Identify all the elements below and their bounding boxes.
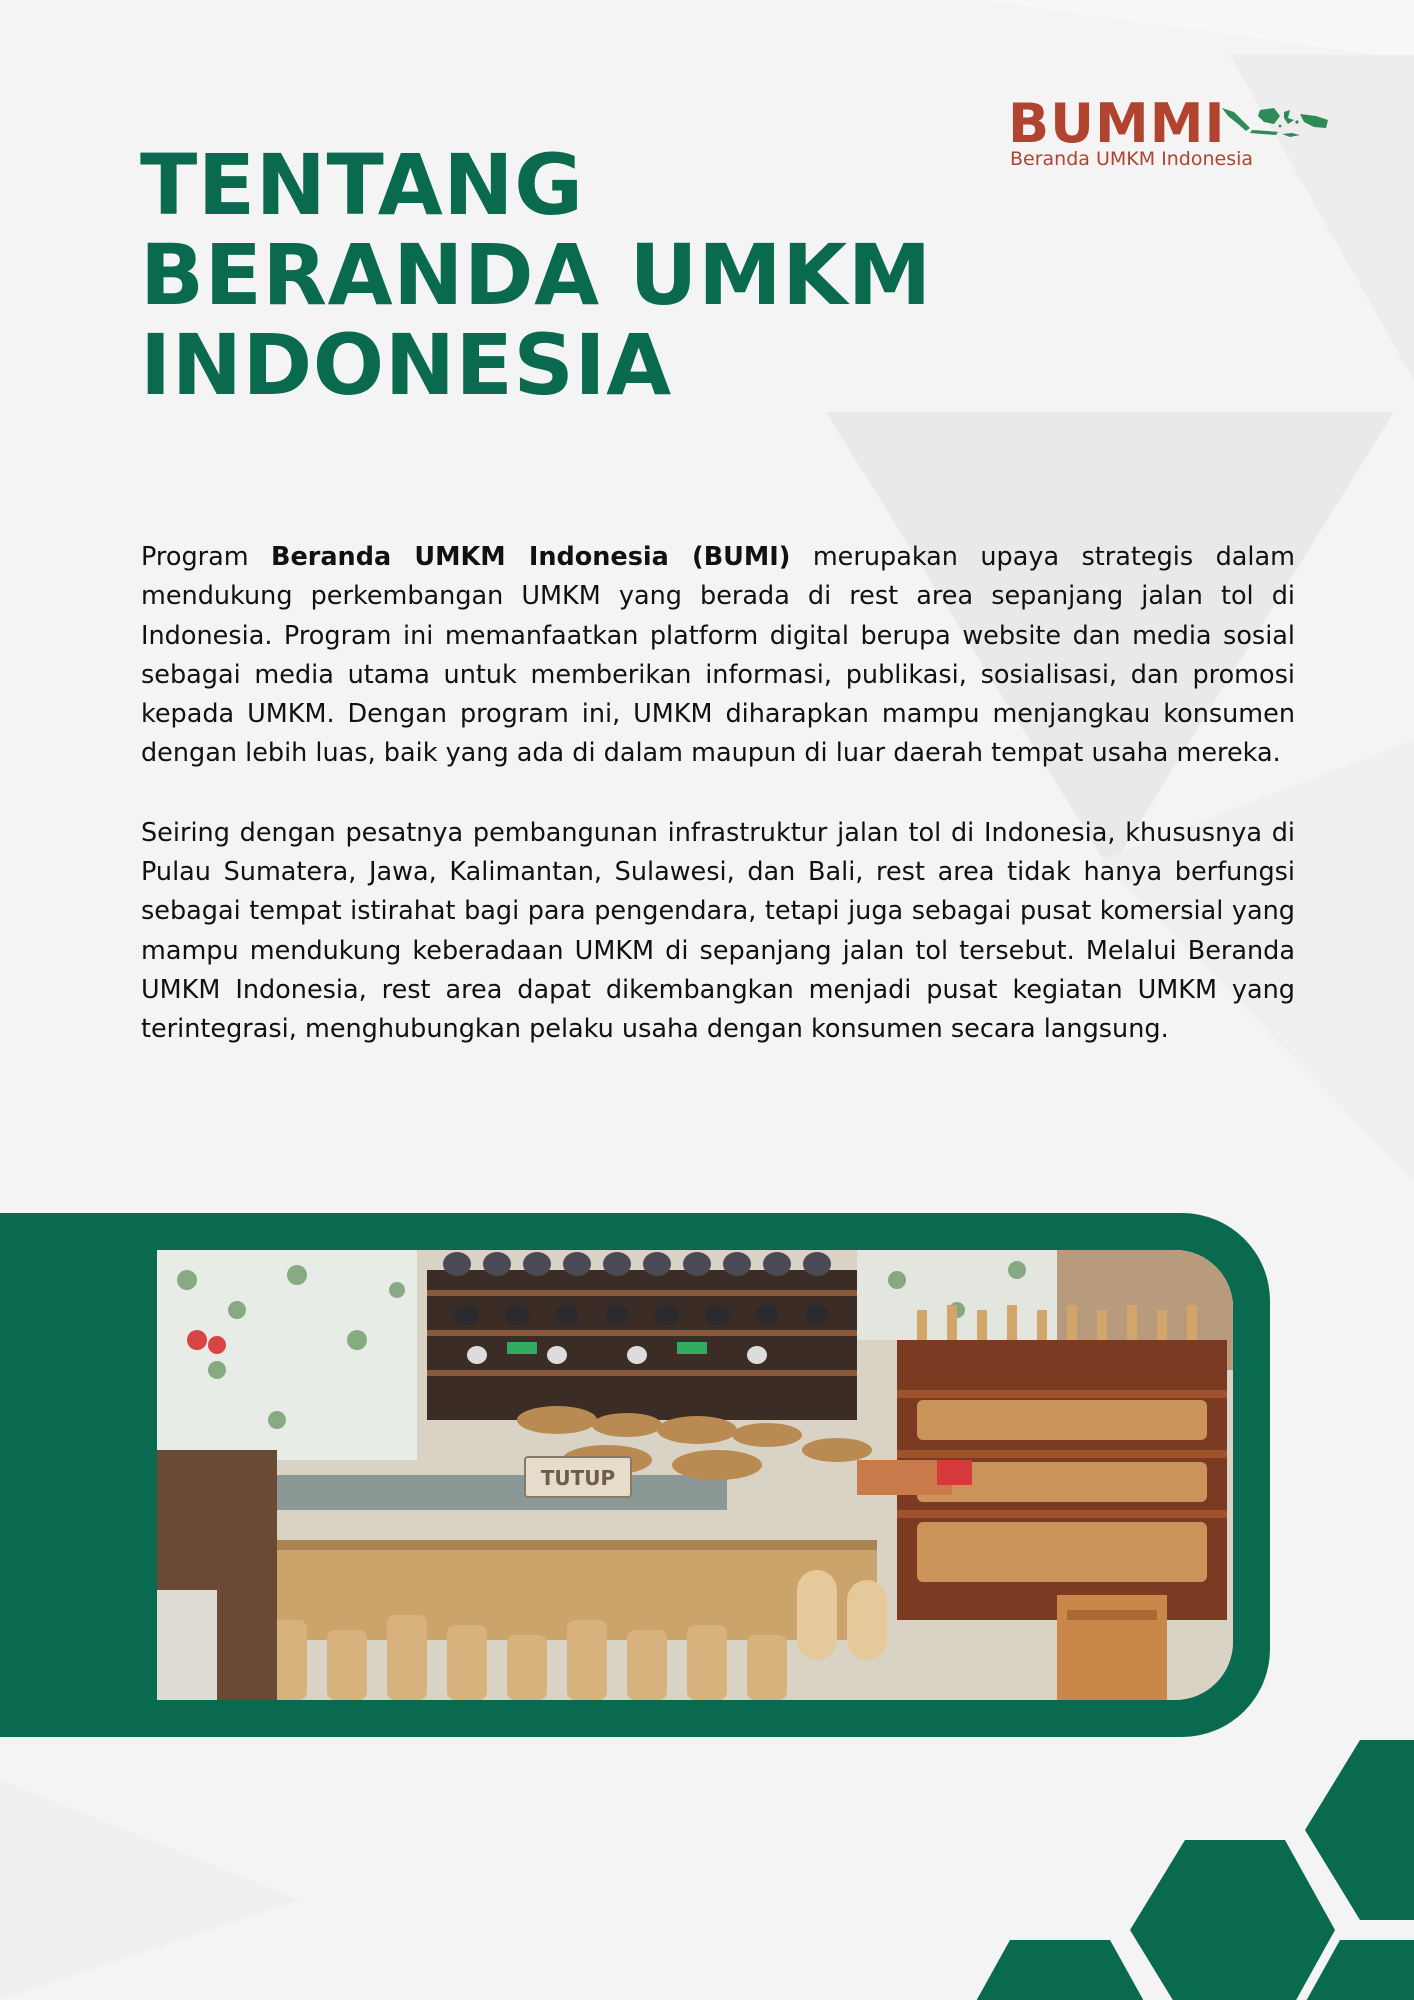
shop-photo — [157, 1250, 1233, 1700]
page-title — [140, 136, 1040, 414]
logo-wordmark: BUMMI — [1008, 92, 1226, 155]
hexagon-shape — [1130, 1840, 1335, 2000]
program-name: Beranda UMKM Indonesia (BUMI) — [271, 542, 791, 572]
brand-logo — [1008, 92, 1328, 176]
body-text — [141, 538, 1295, 1090]
title-line: BERANDA UMKM — [140, 226, 932, 324]
hexagon-shape — [960, 1940, 1160, 2000]
title-line: TENTANG — [140, 136, 584, 234]
paragraph-intro — [141, 538, 1295, 774]
paragraph-lead: Program — [141, 542, 272, 572]
paragraph-rest: merupakan upaya strategis dalam mendukung perkembangan UMKM yang berada di rest area sepanjang jalan tol di Indonesia. Program ini memanfaatkan platform digital berupa website dan media sosial sebagai media utama untuk memberikan informasi, publikasi, sosialisasi, dan promosi kepada UMKM. Dengan program ini, UMKM diharapkan mampu menjangkau konsumen dengan lebih luas, baik yang ada di dalam maupun di luar daerah tempat usaha mereka. — [141, 542, 1295, 769]
shop-sign: TUTUP — [540, 1466, 616, 1490]
paragraph-context: Seiring dengan pesatnya pembangunan infrastruktur jalan tol di Indonesia, khususnya di Pulau Sumatera, Jawa, Kalimantan, Sulawesi, dan Bali, rest area tidak hanya berfungsi sebagai tempat istirahat bagi para pengendara, tetapi juga sebagai pusat komersial yang mampu mendukung keberadaan UMKM di sepanjang jalan tol tersebut. Melalui Beranda UMKM Indonesia, rest area dapat dikembangkan menjadi pusat kegiatan UMKM yang terintegrasi, menghubungkan pelaku usaha dengan konsumen secara langsung. — [141, 817, 1295, 1045]
title-line: INDONESIA — [140, 316, 672, 414]
logo-tagline: Beranda UMKM Indonesia — [1010, 148, 1254, 170]
indonesia-map-icon — [1220, 100, 1330, 140]
hexagon-shape — [1305, 1740, 1414, 1920]
